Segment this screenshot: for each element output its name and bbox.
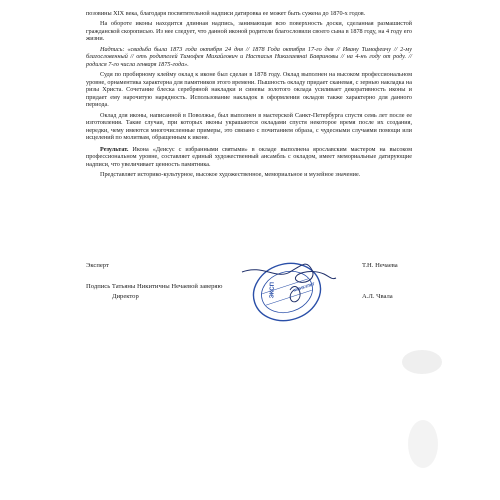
paragraph-conclusion: Представляет историко-культурное, высокое художественное, мемориальное и музейное значение. (100, 171, 361, 179)
scan-smudge (408, 420, 438, 468)
paragraph-result (86, 146, 412, 169)
certify-text: Подпись Татьяны Никитичны Нечаевой заверяю (86, 283, 223, 290)
paragraph-oklad-description: Судя по пробирному клейму оклад к иконе был сделан в 1878 году. Оклад выполнен на высоком профессиональном уровне, орнаментика характерна для памятников этого времени. Пышность окладу придает сканевая, с зернью накладка на ризы Христа. Сочетание блеска серебряной накладки и синевы золотого оклада усиливает декоративность иконы и придает ему нарочитую нарядность. Использование накладок в оформлении окладов также характерно для данного периода. (86, 70, 412, 109)
director-label: Директор (112, 293, 139, 300)
svg-text:МИНКУЛЬТ: МИНКУЛЬТ (293, 281, 316, 293)
svg-text:ЭКСП: ЭКСП (269, 281, 276, 299)
paragraph-continuation: позовины XIX века, благодаря посвятительной надписи датировка ее может быть сужена до 1870-х годов. (86, 10, 366, 17)
paragraph-inscription-intro: На обороте иконы находится длинная надпись, занимающая всю поверхность доски, сделанная размашистой гражданской скорописью. Из нее следует, что данной иконой родители благословили своего сына в 1878 году, на 4 году его жизни. (86, 20, 412, 43)
expert-label: Эксперт (86, 262, 109, 269)
result-text: Икона «Деисус с избранными святыми» в окладе выполнена ярославским мастером на высоком профессиональном уровне, составляет единый художественный ансамбль с окладом, имеет мемориальные датирующие надписи, что увеличивает ценность памятника. (86, 145, 412, 169)
director-name: А.Л. Чвала (362, 293, 393, 300)
document-body (86, 10, 412, 181)
paragraph-inscription-text: Надпись: «свадьба была 1873 года октября 24 дня // 1878 Года октября 17-го дня // Ивану Тимофеичу // 2-му благословенный // отъ родителей Тимофея Михайлович и Настасья Никалаевнаi Бавриновы // на 4-нъ году от роду. // родился 7-го числа генваря 1875-года». (86, 45, 412, 68)
expert-name: Т.Н. Нечаева (362, 262, 398, 269)
paragraph-oklad-history: Оклад для иконы, написанной в Поволжье, был выполнен в мастерской Санкт-Петербурга спустя семь лет после ее изготовления. Такие случаи, при которых иконы украшаются окладами спустя некоторое время после их создания, нередки, чему имеются многочисленные примеры, это связано с почитанием образа, с чудесными случаями помощи или исцелений по молитвам, обращенным к иконе. (86, 111, 412, 142)
stamp-icon (232, 250, 342, 330)
result-label: Результат. (100, 145, 129, 153)
official-stamp-and-signature (232, 250, 342, 330)
scan-smudge (402, 350, 442, 374)
signature-icon (242, 264, 336, 282)
